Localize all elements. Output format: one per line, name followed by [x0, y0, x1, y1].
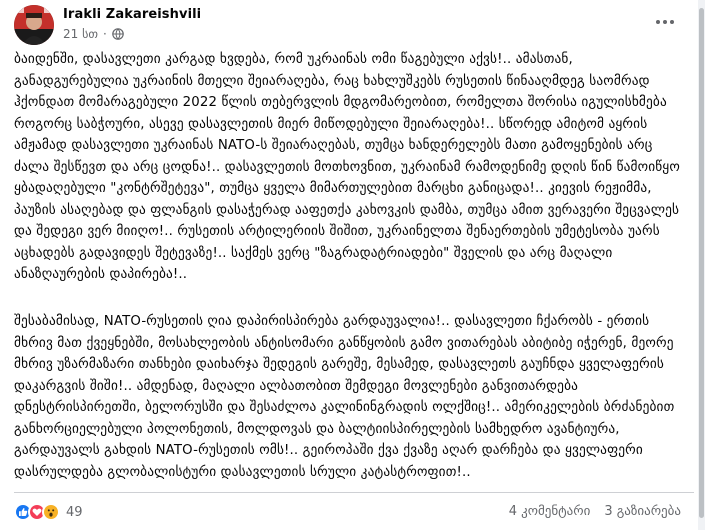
footer-divider [14, 492, 694, 493]
reaction-count[interactable]: 49 [66, 504, 83, 520]
post-time[interactable]: 21 სთ [63, 27, 98, 41]
wow-reaction-icon [42, 503, 60, 521]
scrollbar[interactable] [696, 0, 707, 530]
post-body [14, 49, 692, 480]
meta-separator: · [102, 27, 107, 41]
author-name[interactable]: Irakli Zakareishvili [63, 7, 202, 22]
comments-count[interactable]: 4 კომენტარი [508, 504, 591, 519]
public-globe-icon [112, 28, 124, 40]
reaction-summary[interactable] [14, 503, 83, 521]
post-paragraph-1: ბაიდენში, დასავლეთი კარგად ხვდება, რომ უკრაინას ომი წაგებული აქვს!.. ამასთან, განადგურებულია უკრაინის მთელი შეიარაღება, რაც ხახლუშკებს რუსეთის წინააღმდეგ საომრად ჰქონდათ მომარაგებული 2022 წლის თებერვლის მდგომარეობით, რომელთა შორისა იგულისხმება როგორც საბჭოური, ასევე დასავლეთის მიერ მიწოდებული შეიარაღება!.. სწორედ ამიტომ აყრის ამჟამად დასავლეთი უკრაინას NATO-ს შეიარაღებას, თუმცა ხანდერელებს მათი გამოყენების არც ძალა შესწევთ და არც ცოდნა!.. დასავლეთის მოთხოვნით, უკრაინამ რამოდენიმე დღის წინ წამოიწყო ყბადაღებული "კონტრშეტევა", თუმცა ყველა მიმართულებით მარცხი განიცადა!.. კიევის რეჟიმმა, პაუზის ასაღებად და ფლანგის დასაჭერად ააფეთქა კახოვკის დამბა, თუმცა ამით ვერავერი შეცვალეს და შედეგი ვერ მიიღო!.. რუსეთის არტილერიის შიშით, უკრაინელთა შენაერთების უმეტესობა უარს აცხადებს გადავიდეს შეტევაზე!.. საქმეს ვერც "ზაგრადატრიადები" შველის და არც მაღალი ანაზღაურების დაპირება!.. [14, 52, 680, 282]
shares-count[interactable]: 3 გაზიარება [604, 504, 681, 519]
more-options-icon[interactable] [651, 10, 679, 34]
post-stats [509, 504, 681, 519]
post-meta [63, 27, 124, 41]
post-header [0, 0, 707, 48]
post-paragraph-2: შესაბამისად, NATO-რუსეთის ღია დაპირისპირება გარდაუვალია!.. დასავლეთი ჩქარობს - ერთის მხრივ მათ ქვეყნებში, მოსახლეობის ანტისომარი განწყობის გამო ვითარებას აბიტიბე იჭერენ, მეორე მხრივ უზარმაზარი თანხები დაიხარჯა შედეგის გარეშე, მესამედ, დასავლეთს გაუჩნდა ყველაფერის დაკარგვის შიში!.. ამდენად, მაღალი ალბათობით შემდეგი მოვლენები განვითარდება დნესტრისპირეთში, ბელორუსში და შესაძლოა კალინინგრადის ოლქშიც!.. ამერიკელების ბრძანებით განხორციელებული პოლონეთის, მოლდოვას და ბალტიისპირელების სამხედრო ავანტიურა, გარდაუვალს გახდის NATO-რუსეთის ომს!.. გეიროპაში ქვა ქვაზე აღარ დარჩება და ყველაფერი დასრულდება გლობალისტური დასავლეთის სრული კატასტროფით!.. [14, 314, 675, 480]
author-avatar[interactable] [14, 5, 54, 45]
